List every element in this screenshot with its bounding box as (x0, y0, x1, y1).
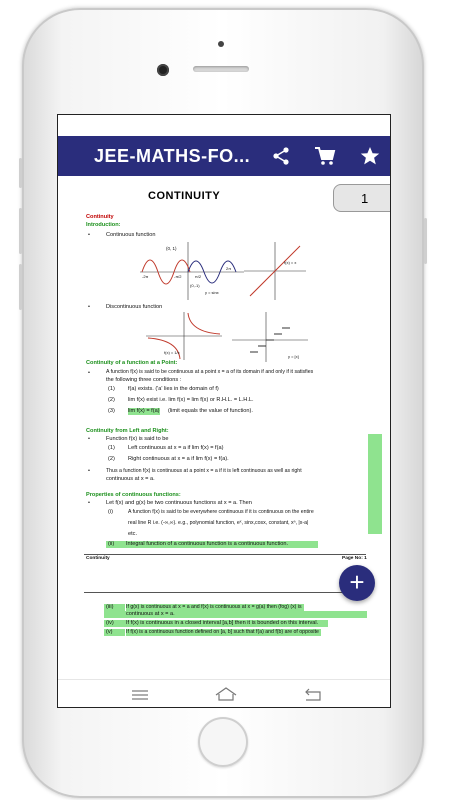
bullet: • (88, 232, 90, 238)
property-number: (iv) (104, 620, 126, 627)
at-point-text: A function f(x) is said to be continuous at a point x = a of its domain if and only if it satisfies (106, 369, 314, 375)
property-number: (ii) (106, 541, 126, 548)
page-footer-left: Continuity (86, 556, 110, 561)
phone-side-button (424, 218, 427, 264)
favorite-button[interactable] (358, 144, 382, 168)
condition-text: f(a) exists. ('a' lies in the domain of f) (128, 386, 219, 392)
cart-icon (314, 146, 336, 166)
graph-label: -π/2 (174, 274, 182, 279)
page-number: 1 (361, 191, 369, 206)
phone-side-button (19, 158, 22, 188)
star-icon (360, 146, 380, 166)
condition-number: (1) (108, 386, 115, 392)
app-bar (58, 136, 390, 176)
page-divider (84, 592, 366, 593)
add-fab-button[interactable]: + (339, 565, 375, 601)
graph-label: π/2 (195, 274, 202, 279)
reciprocal-graph (144, 310, 224, 362)
left-right-text: Thus a function f(x) is continuous at a point x = a if it is left continuous as well as right (106, 468, 302, 474)
property-text: real line R i.e. (-∞,∞). e.g., polynomial function, eˣ, sinx,cosx, constant, xⁿ, |x-a| (128, 520, 309, 526)
property-text: continuous at x = a. (104, 611, 367, 618)
property-number: (v) (104, 629, 125, 636)
bullet: • (88, 500, 90, 506)
phone-side-button (19, 264, 22, 310)
property-text: A function f(x) is said to be everywhere continuous if it is continuous on the entire (128, 509, 314, 515)
share-button[interactable] (269, 144, 293, 168)
menu-nav-button[interactable] (130, 688, 150, 702)
chapter-title: CONTINUITY (148, 190, 221, 202)
graph-label: 2π (226, 266, 231, 271)
step-graph (230, 310, 310, 364)
bullet: • (88, 370, 90, 376)
condition-number: (3) (108, 408, 115, 414)
graph-label: (0, 1) (166, 246, 177, 251)
proximity-sensor (218, 41, 224, 47)
left-right-text: continuous at x = a. (106, 476, 155, 482)
back-nav-button[interactable] (302, 687, 324, 703)
condition-number: (2) (108, 456, 115, 462)
left-right-intro: Function f(x) is said to be (106, 436, 169, 442)
home-nav-button[interactable] (214, 686, 238, 702)
phone-home-button[interactable] (198, 717, 248, 767)
properties-heading: Properties of continuous functions: (86, 492, 181, 498)
bullet: • (88, 436, 90, 442)
page-number-tab[interactable] (333, 184, 391, 212)
condition-text: lim f(x) exist i.e. lim f(x) = lim f(x) or R.H.L. = L.H.L. (128, 397, 254, 403)
document-page[interactable] (58, 176, 390, 681)
sine-graph (138, 240, 248, 302)
system-nav-bar (58, 679, 390, 708)
condition-text: Right continuous at x = a if lim f(x) = f(a). (128, 456, 229, 462)
graph-label: f(x) = x (284, 260, 297, 265)
back-icon (302, 687, 324, 703)
app-title: JEE-MATHS-FO... (94, 146, 251, 166)
property-text: If f(x) is continuous in a closed interval [a,b] then it is bounded on this interval. (126, 620, 328, 627)
property-text: If g(x) is continuous at x = a and f(x) is continuous at x = g(a) then (fog) (x) is (126, 604, 302, 610)
status-strip (58, 115, 390, 137)
left-right-heading: Continuity from Left and Right: (86, 428, 169, 434)
properties-intro: Let f(x) and g(x) be two continuous functions at x = a. Then (106, 500, 252, 506)
graph-label: f(x) = 1/x (164, 350, 180, 355)
cart-button[interactable] (313, 144, 337, 168)
condition-number: (1) (108, 445, 115, 451)
doc-heading: Continuity (86, 214, 114, 220)
graph-label: y = [x] (288, 354, 299, 359)
discontinuous-function-label: Discontinuous function (106, 304, 163, 310)
graph-label: y = sinx (205, 290, 219, 295)
condition-text: Left continuous at x = a if lim f(x) = f(a) (128, 445, 224, 451)
share-icon (271, 146, 291, 166)
front-camera (157, 64, 169, 76)
intro-heading: Introduction: (86, 222, 121, 228)
condition-highlight: lim f(x) = f(a) (128, 408, 160, 414)
at-point-heading: Continuity of a function at a Point: (86, 360, 178, 366)
bullet: • (88, 304, 90, 310)
condition-number: (2) (108, 397, 115, 403)
property-number: (i) (108, 509, 113, 515)
bullet: • (88, 468, 90, 474)
page-footer-rule (84, 554, 366, 555)
property-number: (iii) (104, 604, 125, 611)
continuous-function-label: Continuous function (106, 232, 156, 238)
graph-label: -2π (142, 274, 149, 279)
condition-text: (limit equals the value of function). (168, 408, 253, 414)
home-icon (214, 686, 238, 702)
highlight-bar (368, 434, 382, 534)
earpiece-speaker (193, 66, 249, 72)
page-footer-right: Page No: 1 (342, 556, 367, 561)
identity-graph (240, 240, 310, 302)
at-point-text: the following three conditions : (106, 377, 182, 383)
menu-icon (130, 688, 150, 702)
graph-label: (0,-1) (190, 283, 200, 288)
property-text: Integral function of a continuous function is a continuous function. (126, 541, 318, 548)
property-text: If f(x) is a continuous function defined on [a, b] such that f(a) and f(b) are of opposite (126, 629, 319, 635)
property-text: etc. (128, 531, 138, 537)
phone-side-button (19, 208, 22, 254)
phone-screen (57, 114, 391, 708)
